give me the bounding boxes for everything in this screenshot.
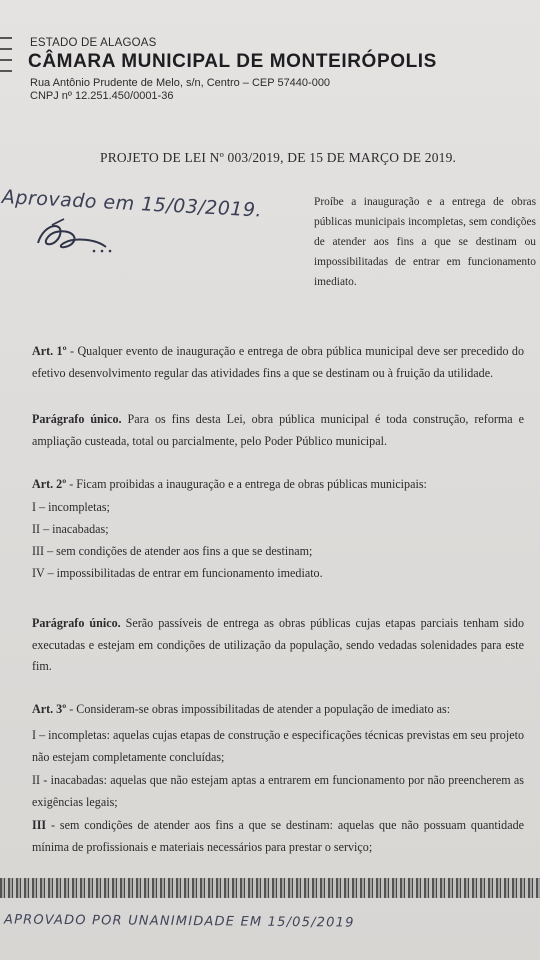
- article-2: [32, 477, 427, 492]
- header-state: ESTADO DE ALAGOAS: [30, 37, 157, 49]
- article-3-item-2: II - inacabadas: aquelas que não estejam aptas a entrarem em funcionamento por não preencherem as exigências legais;: [32, 773, 524, 809]
- article-2-text: - Ficam proibidas a inauguração e a entrega de obras públicas municipais:: [66, 477, 427, 491]
- article-2-paragraph-text: Serão passíveis de entrega as obras públicas cujas etapas parciais tenham sido executadas e estejam em condições de utilização da população, sendo vedadas solenidades para este fim.: [32, 616, 524, 673]
- article-2-paragraph: [32, 613, 524, 678]
- article-1-paragraph-label: Parágrafo único.: [32, 412, 122, 426]
- article-3-text: - Consideram-se obras impossibilitadas de atender a população de imediato as:: [66, 702, 451, 716]
- article-1: [32, 341, 524, 384]
- header-title: CÂMARA MUNICIPAL DE MONTEIRÓPOLIS: [28, 51, 437, 72]
- article-2-item: II – inacabadas;: [32, 522, 109, 536]
- article-1-text: - Qualquer evento de inauguração e entrega de obra pública municipal deve ser precedido do efetivo desenvolvimento regular das atividades fins a que se destinam ou à fruição da utilidade.: [32, 344, 525, 380]
- article-2-paragraph-label: Parágrafo único.: [32, 616, 121, 630]
- article-3-label: Art. 3º: [32, 702, 67, 716]
- article-3-item-3-text: - sem condições de atender aos fins a que se destinam: aquelas que não possuam quantidade mínima de profissionais e materiais necessários para prestar o serviço;: [32, 818, 524, 854]
- article-3-item-3: [32, 815, 524, 858]
- header-cnpj: CNPJ nº 12.251.450/0001-36: [30, 90, 174, 102]
- article-3-item-1: I – incompletas: aquelas cujas etapas de construção e especificações técnicas previstas em seu projeto não estejam completamente concluídas;: [32, 728, 524, 764]
- scanner-artifact-band: [0, 878, 540, 898]
- article-3: [32, 702, 450, 717]
- article-2-item: I – incompletas;: [32, 500, 110, 514]
- signature-icon: [34, 213, 124, 257]
- handwritten-approval: Aprovado em 15/03/2019.: [1, 186, 263, 222]
- handwritten-footer-approval: APROVADO POR UNANIMIDADE EM 15/05/2019: [3, 912, 355, 931]
- article-1-paragraph: [32, 409, 524, 452]
- article-2-label: Art. 2º: [32, 477, 67, 491]
- header-address: Rua Antônio Prudente de Melo, s/n, Centro – CEP 57440-000: [30, 77, 331, 89]
- article-2-item: III – sem condições de atender aos fins a que se destinam;: [32, 544, 313, 558]
- article-1-label: Art. 1º: [32, 344, 67, 358]
- punch-marks: [0, 30, 14, 100]
- project-title: PROJETO DE LEI Nº 003/2019, DE 15 DE MARÇO DE 2019.: [100, 150, 457, 165]
- ementa-text: Proíbe a inauguração e a entrega de obras públicas municipais incompletas, sem condições de atender aos fins a que se destinam ou impossibilitadas de entrar em funcionamento imediato.: [314, 196, 536, 288]
- article-1-paragraph-text: Para os fins desta Lei, obra pública municipal é toda construção, reforma e ampliação custeada, total ou parcialmente, pelo Poder Público municipal.: [32, 412, 524, 448]
- article-2-item: IV – impossibilitadas de entrar em funcionamento imediato.: [32, 566, 323, 580]
- article-3-item-3-label: III: [32, 818, 47, 832]
